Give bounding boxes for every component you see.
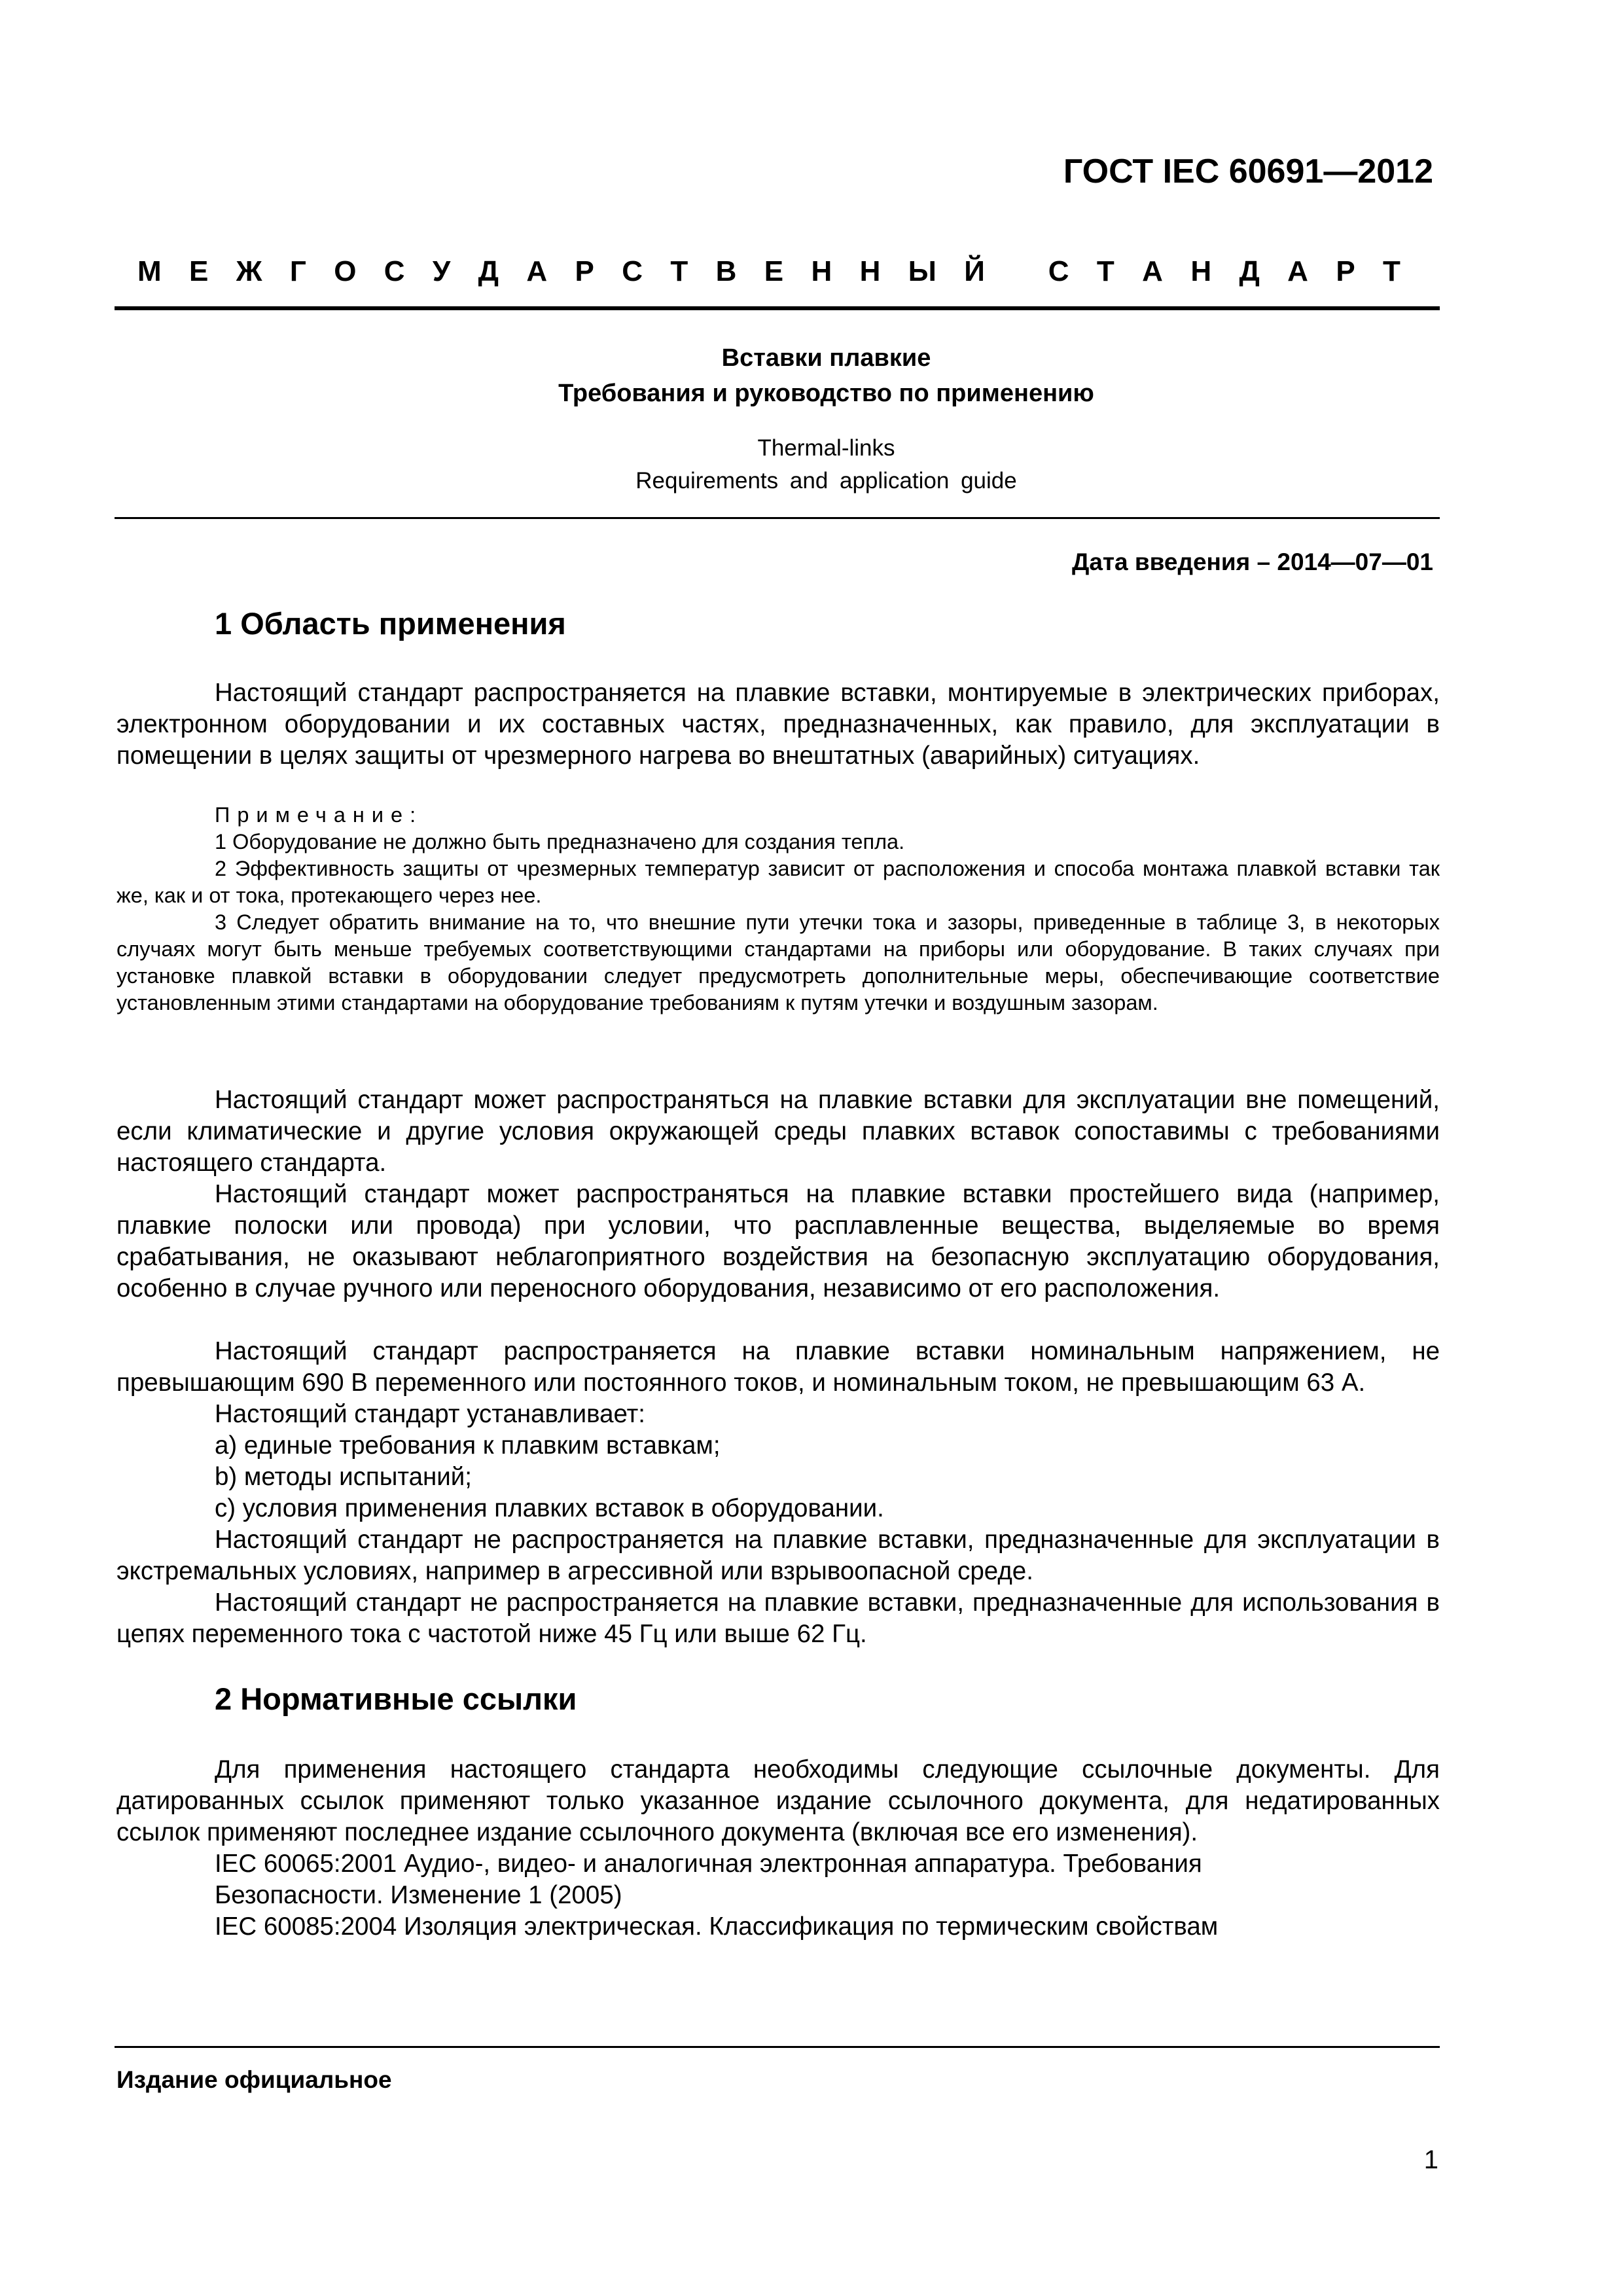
section-2-heading: 2 Нормативные ссылки [215, 1681, 577, 1716]
section-1-intro: Настоящий стандарт распространяется на плавкие вставки, монтируемые в электрических приборах, электронном оборудовании и их составных частях, предназначенных, как правило, для эксплуатации в помещении в целях защиты от чрезмерного нагрева во внештатных (аварийных) ситуациях. [116, 679, 1440, 770]
note-2: 2 Эффективность защиты от чрезмерных температур зависит от расположения и способа монтажа плавкой вставки так же, как и от тока, протекающего через нее. [116, 857, 1440, 907]
standard-type-letter: Р [575, 255, 594, 287]
reference-1-line-1: IEC 60065:2001 Аудио-, видео- и аналогичная электронная аппаратура. Требования [215, 1850, 1202, 1878]
standard-type-letter: Ы [908, 255, 936, 287]
standard-type-letter: Г [289, 255, 306, 287]
standard-type-letter: Д [1239, 255, 1260, 287]
note-1: 1 Оборудование не должно быть предназначено для создания тепла. [215, 830, 905, 853]
header-rule [115, 306, 1440, 310]
standard-type-letter: Т [670, 255, 688, 287]
note-3: 3 Следует обратить внимание на то, что внешние пути утечки тока и зазоры, приведенные в таблице 3, в некоторых случаях могут быть меньше требуемых соответствующими стандартами на приборы или оборудование. В таких случаях при установке плавкой вставки в оборудовании следует предусмотреть дополнительные меры, обеспечивающие соответствие установленным этими стандартами на оборудование требованиям к путям утечки и воздушным зазорам. [116, 910, 1440, 1014]
standard-type-letter: Ж [236, 255, 262, 287]
title-en-line-1: Thermal-links [757, 435, 895, 461]
section-1-para-5: Настоящий стандарт не распространяется на плавкие вставки, предназначенные для эксплуатации в экстремальных условиях, например в агрессивной или взрывоопасной среде. [116, 1526, 1440, 1585]
list-item-a: a) единые требования к плавким вставкам; [215, 1431, 721, 1460]
section-1-para-1: Настоящий стандарт может распространяться на плавкие вставки для эксплуатации вне помещений, если климатические и другие условия окружающей среды плавких вставок сопоставимы с требованиями настоящего стандарта. [116, 1086, 1440, 1177]
section-1-para-6: Настоящий стандарт не распространяется на плавкие вставки, предназначенные для использования в цепях переменного тока с частотой ниже 45 Гц или выше 62 Гц. [116, 1588, 1440, 1648]
title-russian [115, 340, 1538, 411]
standard-type-letter: О [334, 255, 357, 287]
footer-rule [115, 2046, 1440, 2048]
section-1-para-3: Настоящий стандарт распространяется на плавкие вставки номинальным напряжением, не превышающим 690 В переменного или постоянного токов, и номинальным током, не превышающим 63 А. [116, 1337, 1440, 1397]
standard-type-letter: Н [1190, 255, 1212, 287]
standard-type-letter: А [526, 255, 548, 287]
standard-type-letter: Й [964, 255, 985, 287]
document-code: ГОСТ IEC 60691—2012 [1063, 152, 1433, 190]
standard-type-letter: Е [764, 255, 784, 287]
standard-type-letter: С [622, 255, 643, 287]
standard-type-heading [137, 255, 1400, 288]
standard-type-letter: Т [1096, 255, 1115, 287]
reference-1-line-2: Безопасности. Изменение 1 (2005) [215, 1881, 622, 1909]
standard-type-letter: Е [189, 255, 209, 287]
standard-type-letter: М [137, 255, 162, 287]
list-item-c: c) условия применения плавких вставок в оборудовании. [215, 1494, 884, 1522]
section-2-intro: Для применения настоящего стандарта необходимы следующие ссылочные документы. Для датированных ссылок применяют только указанное издание ссылочного документа, для недатированных ссылок применяют последнее издание ссылочного документа (включая все его изменения). [116, 1755, 1440, 1846]
standard-type-letter: А [1142, 255, 1163, 287]
effective-date: Дата введения – 2014—07—01 [1071, 548, 1433, 575]
section-1-para-4: Настоящий стандарт устанавливает: [215, 1400, 645, 1428]
standard-type-letter: У [432, 255, 451, 287]
standard-type-letter: В [715, 255, 737, 287]
references-list [116, 1848, 1440, 1943]
standard-type-letter: Р [1336, 255, 1355, 287]
title-english [115, 432, 1538, 497]
title-ru-line-1: Вставки плавкие [721, 344, 931, 372]
standard-type-letter: А [1287, 255, 1308, 287]
title-en-line-2: Requirements and application guide [635, 468, 1017, 493]
title-ru-line-2: Требования и руководство по применению [558, 380, 1094, 407]
reference-2: IEC 60085:2004 Изоляция электрическая. Классификация по термическим свойствам [215, 1912, 1219, 1941]
standard-type-letter: С [1048, 255, 1069, 287]
standard-type-letter: Т [1383, 255, 1400, 287]
edition-label: Издание официальное [116, 2066, 392, 2093]
list-item-b: b) методы испытаний; [215, 1463, 472, 1491]
standard-type-letter [1012, 255, 1020, 288]
section-1-para-2: Настоящий стандарт может распространяться на плавкие вставки простейшего вида (например, плавкие полоски или провода) при условии, что расплавленные вещества, выделяемые во время срабатывания, не оказывают неблагоприятного воздействия на безопасную эксплуатацию оборудования, особенно в случае ручного или переносного оборудования, независимо от его расположения. [116, 1180, 1440, 1302]
standard-type-letter: С [383, 255, 405, 287]
title-rule [115, 517, 1440, 519]
page-number: 1 [1423, 2145, 1438, 2174]
notes-block [116, 802, 1440, 1016]
standard-type-letter: Н [811, 255, 832, 287]
section-1-heading: 1 Область применения [215, 606, 566, 641]
standard-type-letter: Д [478, 255, 499, 287]
standard-type-letter: Н [859, 255, 881, 287]
note-label: Примечание: [215, 803, 423, 827]
